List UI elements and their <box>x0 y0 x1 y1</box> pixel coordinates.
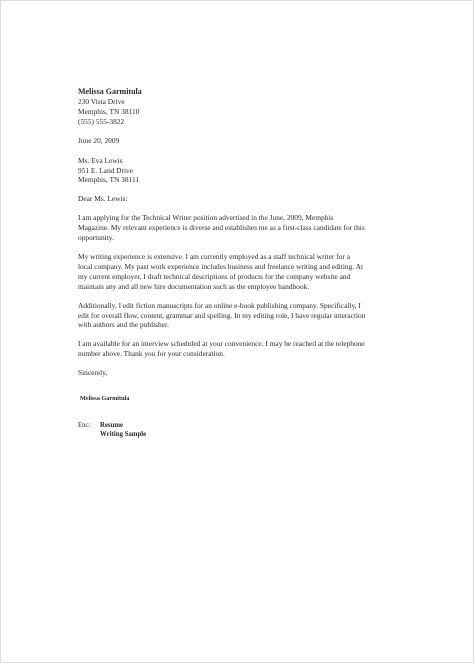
paragraph-line: I am applying for the Technical Writer position advertised in the June, 2009, Memphis <box>78 213 334 223</box>
closing: Sincerely, <box>78 368 108 378</box>
sender-address-line-1: 230 Vista Drive <box>78 97 125 106</box>
paragraph-2 <box>78 252 404 292</box>
paragraph-line: I am available for an interview scheduled at your convenience. I may be reached at the telephone <box>78 339 365 349</box>
recipient-address-line-2: Memphis, TN 38111 <box>78 175 140 185</box>
enclosure-item: Writing Sample <box>100 430 147 438</box>
paragraph-line: local company. My past work experience includes business and freelance writing and editing. At <box>78 261 364 271</box>
paragraph-line: maintain any and all new hire documentation such as the employee handbook. <box>78 281 310 291</box>
enclosure-block <box>78 422 404 440</box>
sender-block <box>78 87 404 127</box>
sender-name: Melissa Garmitula <box>78 87 142 96</box>
recipient-name: Ms. Eva Lewis <box>78 155 123 165</box>
paragraph-line: Magazine. My relevant experience is diverse and establishes me as a first-class candidate for this <box>78 223 365 233</box>
signature-name: Melissa Garmitula <box>80 395 130 403</box>
letter-date: June 20, 2009 <box>78 135 120 145</box>
paragraph-4 <box>78 339 404 359</box>
paragraph-line: number above. Thank you for your consideration. <box>78 349 225 359</box>
sender-phone: (555) 555-3822 <box>78 116 125 126</box>
paragraph-1 <box>78 213 404 243</box>
enclosure-item: Resume <box>100 421 124 429</box>
paragraph-line: My writing experience is extensive. I am currently employed as a staff technical writer for a <box>78 251 350 261</box>
sender-address-line-2: Memphis, TN 38110 <box>78 106 140 116</box>
paragraph-line: my current employer, I draft technical descriptions of products for the company website and <box>78 271 351 281</box>
recipient-address-line-1: 951 E. Land Drive <box>78 165 134 175</box>
paragraph-line: Additionally, I edit fiction manuscripts for an online e-book publishing company. Specifically, I <box>78 300 361 310</box>
recipient-block <box>78 156 404 186</box>
paragraph-line: with authors and the publisher. <box>78 320 169 330</box>
cover-letter <box>78 87 404 440</box>
paragraph-3 <box>78 301 404 331</box>
salutation: Dear Ms. Lewis: <box>78 194 128 204</box>
paragraph-line: edit for overall flow, content, grammar and spelling. In my editing role, I have regular interaction <box>78 310 366 320</box>
enclosure-list <box>100 422 146 440</box>
enclosure-label: Enc: <box>78 421 91 429</box>
paragraph-line: opportunity. <box>78 233 114 243</box>
